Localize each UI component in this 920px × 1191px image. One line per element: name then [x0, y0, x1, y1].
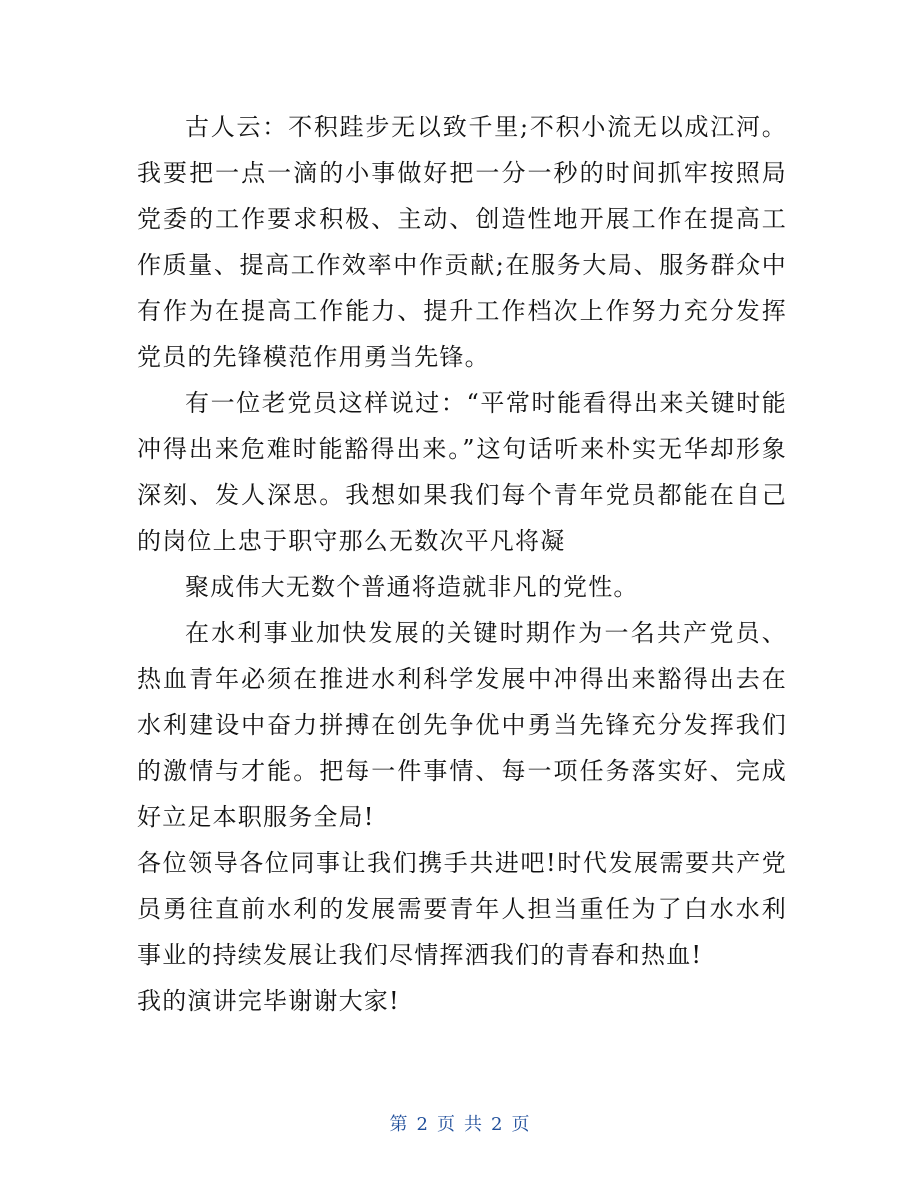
paragraph-3: 聚成伟大无数个普通将造就非凡的党性。 — [185, 573, 639, 601]
footer-total-word: 共 — [464, 1114, 483, 1135]
footer-prefix: 第 — [389, 1114, 409, 1135]
paragraph-5: 各位领导各位同事让我们携手共进吧!时代发展需要共产党员勇往直前水利的发展需要青年人担当重任为了白水水利事业的持续发展让我们尽情挥洒我们的青春和热血! — [137, 849, 787, 969]
footer-current-page: 2 — [416, 1114, 429, 1135]
paragraph-2: 有一位老党员这样说过：“平常时能看得出来关键时能冲得出来危难时能豁得出来。”这句话听来朴实无华却形象深刻、发人深思。我想如果我们每个青年党员都能在自己的岗位上忠于职守那么无数次平凡将凝 — [137, 389, 787, 555]
footer-total-pages: 2 — [491, 1114, 504, 1135]
page-footer — [0, 1110, 920, 1136]
paragraph-1: 古人云：不积跬步无以致千里;不积小流无以成江河。我要把一点一滴的小事做好把一分一秒的时间抓牢按照局党委的工作要求积极、主动、创造性地开展工作在提高工作质量、提高工作效率中作贡献;在服务大局、服务群众中有作为在提高工作能力、提升工作档次上作努力充分发挥党员的先锋模范作用勇当先锋。 — [137, 113, 787, 371]
footer-suffix: 页 — [511, 1114, 531, 1135]
paragraph-6: 我的演讲完毕谢谢大家! — [137, 987, 400, 1015]
footer-page-word: 页 — [437, 1114, 456, 1135]
document-body — [137, 104, 787, 1024]
paragraph-4: 在水利事业加快发展的关键时期作为一名共产党员、热血青年必须在推进水利科学发展中冲得出来豁得出去在水利建设中奋力拼搏在创先争优中勇当先锋充分发挥我们的激情与才能。把每一件事情、每一项任务落实好、完成好立足本职服务全局! — [137, 619, 787, 831]
